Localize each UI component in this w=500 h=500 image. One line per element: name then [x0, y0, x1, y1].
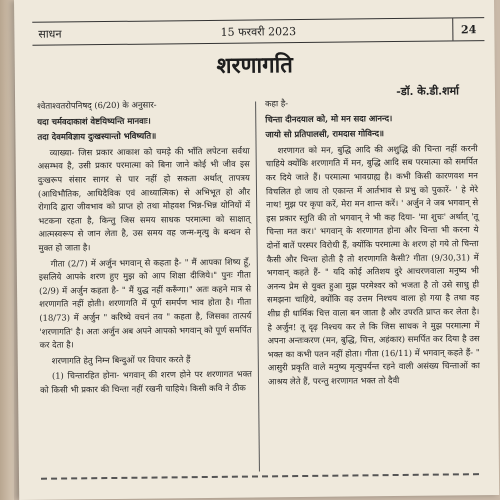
- column-divider: [255, 101, 260, 471]
- right-column: [265, 95, 480, 391]
- paragraph: यदा चर्मवदाकाशं वेष्टयिष्यन्ति मानवाः।: [37, 115, 151, 127]
- left-column: [37, 98, 252, 400]
- paragraph: गीता (2/7) में अर्जुन भगवान् से कहता है- " मैं आपका शिष्य हूँ, इसलिये आपके शरण हुए मुझ को आप शिक्षा दीजिये।" पुनः गीता (2/9) में अर्जुन कहता है- " मैं युद्ध नहीं करूँगा।" अतः कहने मात्र से शरणागति नहीं होती। शरणागति में पूर्ण समर्पण भाव होता है। गीता (18/73) में अर्जुन " करिष्ये वचनं तव " कहता है, जिसका तात्पर्य 'शरणागति' है। अतः अर्जुन अब अपने आपको भगवान् को पूर्ण समर्पित कर देता है।: [38, 256, 252, 350]
- article-author: -डॉ. के.डी.शर्मा: [396, 84, 460, 99]
- paragraph: व्याख्या- जिस प्रकार आकाश को चमड़े की भाँति लपेटना सर्वथा असम्भव है, उसी प्रकार परमात्मा को बिना जाने कोई भी जीव इस दुःखरूप संसार सागर से पार नहीं हो सकता अर्थात् तापत्रय (आधिभौतिक, आधिदैविक एवं आध्यात्मिक) से अभिभूत हो और रोगादि द्वारा जीवभाव को प्राप्त हो तथा मोहवश भिन्न-भिन्न योनियों में भटकना रहता है, किन्तु जिस समय साधक परमात्मा को साक्षात् आत्मस्वरूप से जान लेता है, उस समय वह जन्म-मृत्यु के बन्धन से मुक्त हो जाता है।: [37, 145, 251, 253]
- paragraph: चिन्ता दीनदयाल को, मो मन सदा आनन्द।: [265, 112, 393, 124]
- paragraph: तदा देवमविज्ञाय दुःखस्यान्तो भविष्यति॥: [37, 130, 157, 142]
- paragraph: जायो सो प्रतिपालसी, रामदास गोविन्द॥: [265, 128, 385, 140]
- magazine-page: [14, 0, 499, 500]
- paragraph: कहा है-: [265, 98, 289, 109]
- binding-edge: [0, 0, 14, 500]
- page-number: 24: [452, 18, 485, 40]
- page-header: [32, 17, 484, 46]
- article-title: शरणागति: [216, 53, 293, 79]
- paragraph: शरणागति हेतु निम्न बिन्दुओं पर विचार करते हैं: [51, 353, 191, 366]
- paragraph: शरणागत को मन, बुद्धि आदि की अशुद्धि की चिन्ता नहीं करनी चाहिये क्योंकि शरणागति में मन, बुद्धि आदि सब परमात्मा को समर्पित कर दिये जाते हैं। परमात्मा भावग्राह्य है। कभी किसी कारणवश मन विचलित हो जाय तो एकान्त में आर्तभाव से प्रभु को पुकारें- ' हे मेरे नाथ! मुझ पर कृपा करें, मेरा मन शान्त करें। ' अर्जुन ने जब भगवान् से इस प्रकार स्तुति की तो भगवान् ने भी कह दिया- 'मा शुचः' अर्थात् 'तू चिन्ता मत कर।' भगवान् के शरणागत होना और चिन्ता भी करना ये दोनों बातें परस्पर विरोधी हैं, क्योंकि परमात्मा के शरण हो गये तो चिन्ता कैसी और चिन्ता होती है तो शरणागति कैसी? गीता (9/30,31) में भगवान् कहते हैं- " यदि कोई अतिशय दुरे आचरणवाला मनुष्य भी अनन्य प्रेम से युक्त हुआ मुझ परमेश्वर को भजता है तो उसे साधु ही समझना चाहिये, क्योंकि वह उत्तम निश्चय वाला हो गया है तथा वह शीघ्र ही धार्मिक चित्त वाला बन जाता है और उपरति प्राप्त कर लेता है। हे अर्जुन! तू दृढ़ निश्चय कर ले कि जिस साधक ने मुझ परमात्मा में अपना अन्तःकरण (मन, बुद्धि, चित्त, अहंकार) समर्पित कर दिया है उस भक्त का कभी पतन नहीं होता। गीता (16/11) में भगवान् कहते हैं- " आसुरी प्रकृति वाले मनुष्य मृत्युपर्यन्त रहने वाली असंख्य चिन्ताओं का आश्रय लेते हैं, परन्तु शरणागत भक्त तो दैवी: [265, 142, 480, 387]
- bottom-rule: [41, 473, 479, 480]
- paragraph: श्वेताश्वतरोपनिषद् (6/20) के अनुसार-: [37, 99, 157, 111]
- paragraph: (1) चिन्तारहित होना- भगवान् की शरण होने पर शरणागत भक्त को किसी भी प्रकार की चिन्ता नहीं रखनी चाहिये। किसी कवि ने ठीक: [40, 368, 252, 395]
- magazine-name: साधन: [38, 27, 62, 41]
- issue-date: 15 फरवरी 2023: [220, 24, 297, 39]
